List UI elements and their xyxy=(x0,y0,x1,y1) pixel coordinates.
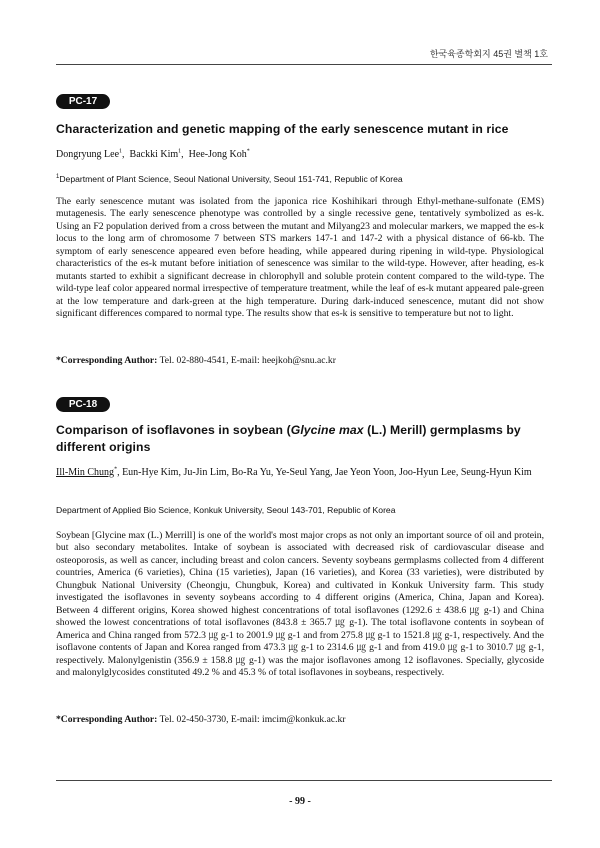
affiliation-text: Department of Plant Science, Seoul National University, Seoul 151-741, Republic of Korea xyxy=(59,174,403,184)
affiliation xyxy=(56,173,546,185)
paper-badge: PC-17 xyxy=(56,94,110,109)
author-name: Ill-Min Chung xyxy=(56,467,115,478)
affiliation-sup: 1 xyxy=(56,174,60,181)
author-sup: 1 xyxy=(178,148,182,155)
author-sup: 1 xyxy=(119,148,123,155)
author-sup: * xyxy=(246,148,250,155)
corr-contact: Tel. 02-450-3730, E-mail: imcim@konkuk.ac.kr xyxy=(159,714,346,725)
paper-title: Characterization and genetic mapping of the early senescence mutant in rice xyxy=(56,122,509,136)
abstract xyxy=(56,196,544,321)
author-sup: * xyxy=(114,466,118,473)
corresponding-author xyxy=(56,354,546,367)
author-name: Backki Kim xyxy=(129,149,179,160)
paper-title xyxy=(56,422,546,456)
author-list xyxy=(56,465,546,480)
footer-rule xyxy=(56,780,552,781)
journal-header: 한국육종학회지 45권 별책 1호 xyxy=(429,49,548,59)
abstract-text: Soybean [Glycine max (L.) Merrill] is one of the world's most major crops as not only an important source of oil and protein, but also secondary metabolites. Intake of soybean is associated with decreased risk of cardiovascular disease and osteoporosis, as well as cancer, including breast and colon cancers. Seventy soybeans germplasms collected from 4 different countries, America (6 varieties), China (15 varieties), Japan (16 varieties), and Korea (33 varieties), were distributed by Chungbuk National University (Cheongju, Chungbuk, Korea) and cultivated in Konkuk University farm. This study investigated the isoflavones in seventy soybeans according to 4 different origins (America, China, Japan and Korea). Between 4 different origins, Korea showed highest concentrations of total isoflavones (1292.6 ± 438.6 ㎍ g-1) and China showed the lowest concentrations of total isoflavones (843.8 ± 365.7 ㎍ g-1). The total isoflavone contents in soybean of America and China ranged from 572.3 ㎍ g-1 to 2001.9 ㎍ g-1 and from 275.8 ㎍ g-1 to 1521.8 ㎍ g-1, respectively. And the isoflavone contents of Japan and Korea ranged from 473.3 ㎍ g-1 to 2314.6 ㎍ g-1 and from 419.0 ㎍ g-1 to 3010.7 ㎍ g-1, respectively. Malonylgenistin (356.9 ± 158.8 ㎍ g-1) was the major isoflavones among 12 isoflavones. Specially, glycoside and malonylglycosides constituted 49.2 % and 45.3 % of total isoflavones in soybeans, respectively. xyxy=(56,530,544,678)
author-list: Dongryung Lee$^1$, Backki Kim$^1$, Hee-Jong Koh* xyxy=(56,148,250,160)
author-name: Hee-Jong Koh xyxy=(188,149,247,160)
title-species: Glycine max xyxy=(290,423,364,437)
corresponding-author xyxy=(56,713,546,726)
title-part: (L.) Merill) germplasms by different origins xyxy=(56,423,521,454)
corr-label: *Corresponding Author: xyxy=(56,714,158,725)
author-name: Dongryung Lee xyxy=(56,149,120,160)
paper-badge: PC-18 xyxy=(56,397,110,412)
corr-label: *Corresponding Author: xyxy=(56,355,158,366)
author-rest: , Eun-Hye Kim, Ju-Jin Lim, Bo-Ra Yu, Ye-Seul Yang, Jae Yeon Yoon, Joo-Hyun Lee, Seung-Hyun Kim xyxy=(117,467,532,478)
title-part: Comparison of isoflavones in soybean ( xyxy=(56,423,291,437)
abstract xyxy=(56,530,544,679)
header-rule xyxy=(56,64,552,65)
affiliation: Department of Applied Bio Science, Konkuk University, Seoul 143-701, Republic of Korea xyxy=(56,505,396,515)
abstract-text: The early senescence mutant was isolated from the japonica rice Koshihikari through Ethyl-methane-sulfonate (EMS) mutagenesis. The early senescence phenotype was controlled by a single recessive gene, tentatively symbolized as es-k. Using an F2 population derived from a cross between the mutant and Milyang23 and molecular markers, we mapped the es-k locus to the long arm of chromosome 7 between STS markers 147-1 and 147-2 with a physical distance of 66-kb. The symptom of early senescence appeared even before heading, while appeared during ripening in wild-type. Physiological characteristics of the es-k mutant before initiation of senescence was similar to the wild-type. However, after heading, es-k mutants started to exhibit a significant decrease in chlorophyll and soluble protein content compared to the wild-type. The wild-type leaf color appeared normal irrespective of temperature treatment, while the leaf of es-k mutant appeared pale-green at the low temperature and dark-green at the high temperature. During dark-induced senescence, mutant did not show significant differences compared to normal type. The results show that es-k is sensitive to temperature but not to light. xyxy=(56,196,544,320)
corr-contact: Tel. 02-880-4541, E-mail: heejkoh@snu.ac.kr xyxy=(159,355,336,366)
page-number: - 99 - xyxy=(289,796,311,807)
